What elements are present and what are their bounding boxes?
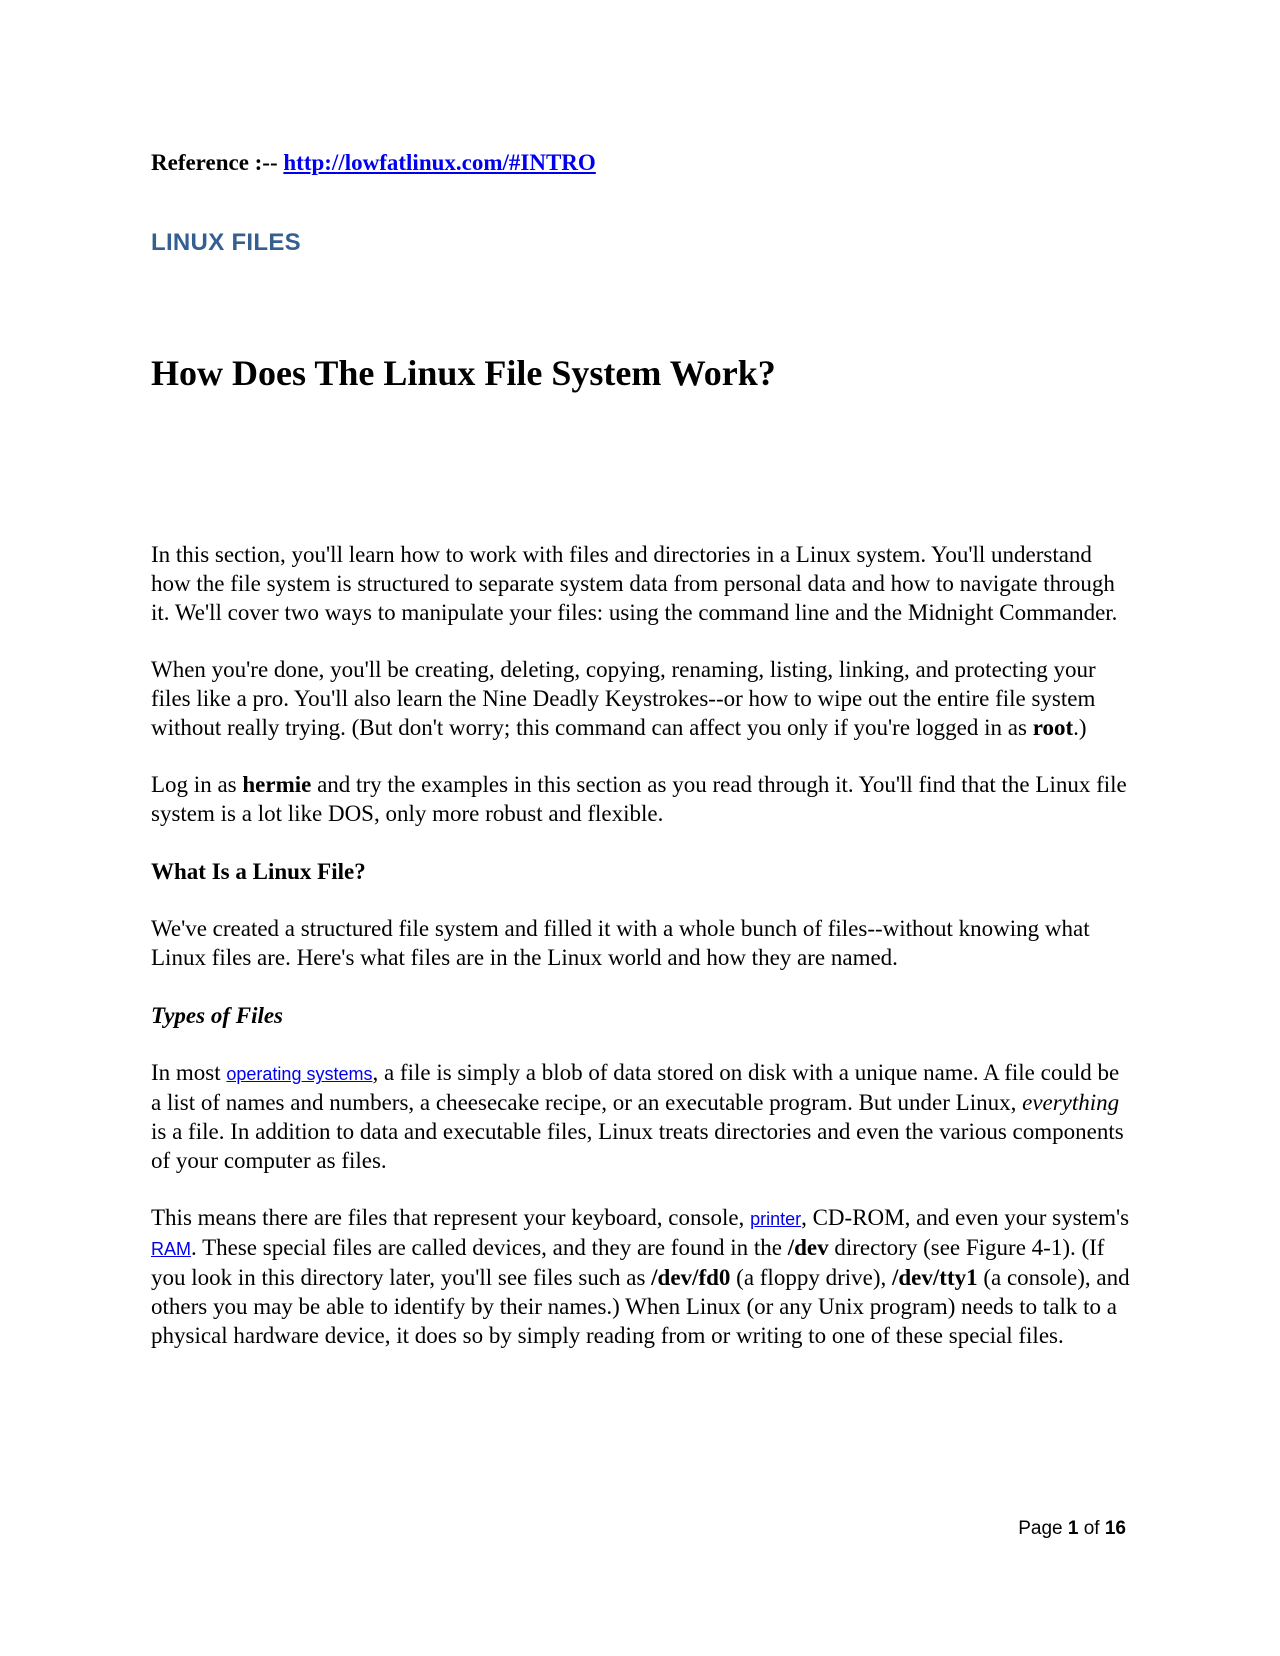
printer-link[interactable]: printer — [750, 1209, 802, 1230]
body-text — [151, 541, 1131, 1379]
intro-paragraph: In this section, you'll learn how to work with files and directories in a Linux system. You'll understand how the file system is structured to separate system data from personal data and how to navigate through it. We'll cover two ways to manipulate your files: using the command line and the Midnight Commander. — [151, 542, 1118, 625]
ram-link[interactable]: RAM — [151, 1239, 191, 1260]
total-page-count: 16 — [1104, 1518, 1126, 1539]
section-title: LINUX FILES — [151, 229, 301, 256]
heading-types-of-files: Types of Files — [151, 1002, 284, 1028]
heading-what-is-file: What Is a Linux File? — [151, 858, 366, 884]
paragraph-os: In most operating systems, a file is simply a blob of data stored on disk with a unique name. A file could be a list of names and numbers, a cheesecake recipe, or an executable program. But under Linux, everything is a file. In addition to data and executable files, Linux treats directories and even the various components of your computer as files. — [151, 1060, 1124, 1173]
paragraph-done: When you're done, you'll be creating, deleting, copying, renaming, listing, linking, and protecting your files like a pro. You'll also learn the Nine Deadly Keystrokes--or how to wipe out the entire file system without really trying. (But don't worry; this command can affect you only if you're logged in as root.) — [151, 657, 1096, 740]
reference-label: Reference :-- — [151, 150, 278, 175]
page-number-footer: Page 1 of 16 — [1018, 1518, 1126, 1539]
reference-link[interactable]: http://lowfatlinux.com/#INTRO — [283, 150, 596, 175]
paragraph-login: Log in as hermie and try the examples in this section as you read through it. You'll find that the Linux file system is a lot like DOS, only more robust and flexible. — [151, 772, 1127, 827]
tty1-path: /dev/tty1 — [892, 1264, 978, 1290]
paragraph-devices: This means there are files that represent your keyboard, console, printer, CD-ROM, and even your system's RAM. These special files are called devices, and they are found in the /dev directory (see Figure 4-1). (If you look in this directory later, you'll see files such as /dev/fd0 (a floppy drive), /dev/tty1 (a console), and others you may be able to identify by their names.) When Linux (or any Unix program) needs to talk to a physical hardware device, it does so by simply reading from or writing to one of these special files. — [151, 1205, 1130, 1348]
hermie-term: hermie — [242, 772, 312, 798]
page-title: How Does The Linux File System Work? — [151, 353, 776, 393]
fd0-path: /dev/fd0 — [651, 1264, 731, 1290]
paragraph-structured: We've created a structured file system and filled it with a whole bunch of files--without knowing what Linux files are. Here's what files are in the Linux world and how they are named. — [151, 916, 1090, 971]
everything-term: everything — [1022, 1090, 1120, 1116]
dev-path: /dev — [787, 1235, 829, 1261]
root-term: root — [1032, 714, 1074, 740]
current-page-number: 1 — [1067, 1518, 1079, 1539]
reference-line — [151, 150, 596, 176]
operating-systems-link[interactable]: operating systems — [226, 1064, 373, 1085]
